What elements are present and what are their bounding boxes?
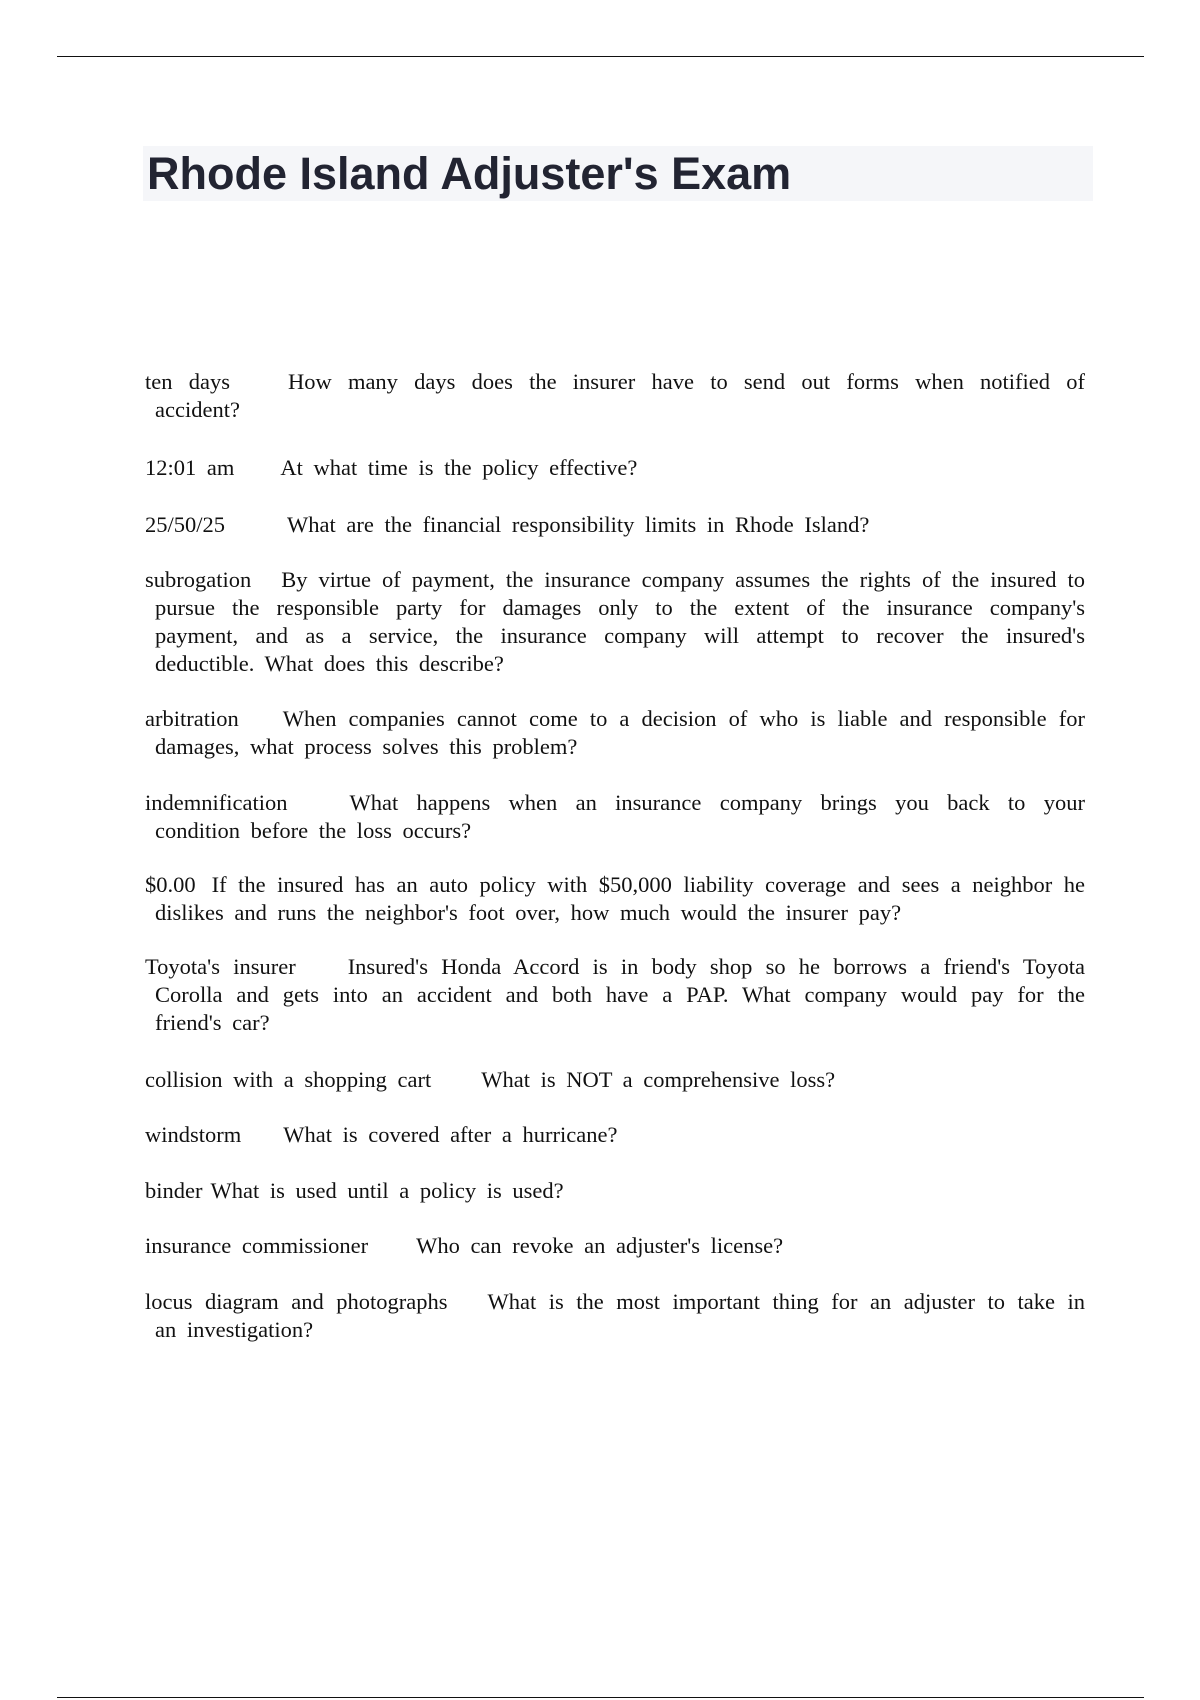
qa-answer: collision with a shopping cart (145, 1067, 432, 1092)
qa-question: Who can revoke an adjuster's license? (416, 1233, 784, 1258)
qa-question: When companies cannot come to a decision of who is liable and responsible for damages, what process solves this problem? (155, 706, 1085, 759)
qa-item (145, 454, 1085, 482)
qa-answer: ten days (145, 369, 230, 394)
qa-item (145, 1177, 1085, 1205)
qa-question: What are the financial responsibility limits in Rhode Island? (287, 512, 870, 537)
qa-item (145, 953, 1085, 1037)
qa-answer: locus diagram and photographs (145, 1289, 448, 1314)
qa-question: Insured's Honda Accord is in body shop so he borrows a friend's Toyota Corolla and gets into an accident and both have a PAP. What company would pay for the friend's car? (155, 954, 1085, 1035)
qa-question: By virtue of payment, the insurance company assumes the rights of the insured to pursue the responsible party for damages only to the extent of the insurance company's payment, and as a service, the insurance company will attempt to recover the insured's deductible. What does this describe? (155, 567, 1085, 676)
qa-answer: 25/50/25 (145, 512, 226, 537)
qa-question: What is covered after a hurricane? (283, 1122, 618, 1147)
qa-list (145, 368, 1085, 1344)
qa-answer: Toyota's insurer (145, 954, 296, 979)
qa-question: What is the most important thing for an adjuster to take in an investigation? (155, 1289, 1086, 1342)
qa-item (145, 789, 1085, 845)
qa-question: If the insured has an auto policy with $50,000 liability coverage and sees a neighbor he dislikes and runs the neighbor's foot over, how much would the insurer pay? (155, 872, 1085, 925)
page-title: Rhode Island Adjuster's Exam (147, 148, 792, 199)
qa-item (145, 1288, 1085, 1344)
qa-answer: 12:01 am (145, 455, 235, 480)
qa-item (145, 1066, 1085, 1094)
qa-item (145, 511, 1085, 539)
qa-question: What is used until a policy is used? (210, 1178, 564, 1203)
qa-item (145, 1232, 1085, 1260)
qa-answer: arbitration (145, 706, 239, 731)
bottom-rule (57, 1697, 1144, 1698)
qa-answer: indemnification (145, 790, 288, 815)
qa-item (145, 1121, 1085, 1149)
qa-question: What is NOT a comprehensive loss? (481, 1067, 836, 1092)
qa-answer: subrogation (145, 567, 252, 592)
qa-question: What happens when an insurance company brings you back to your condition before the loss occurs? (155, 790, 1085, 843)
qa-answer: insurance commissioner (145, 1233, 369, 1258)
qa-answer: $0.00 (145, 872, 196, 897)
qa-item (145, 871, 1085, 927)
qa-answer: binder (145, 1178, 203, 1203)
qa-item (145, 566, 1085, 678)
qa-question: How many days does the insurer have to send out forms when notified of accident? (155, 369, 1085, 422)
qa-answer: windstorm (145, 1122, 242, 1147)
qa-question: At what time is the policy effective? (280, 455, 638, 480)
top-rule (57, 56, 1144, 57)
qa-item (145, 705, 1085, 761)
qa-item (145, 368, 1085, 424)
